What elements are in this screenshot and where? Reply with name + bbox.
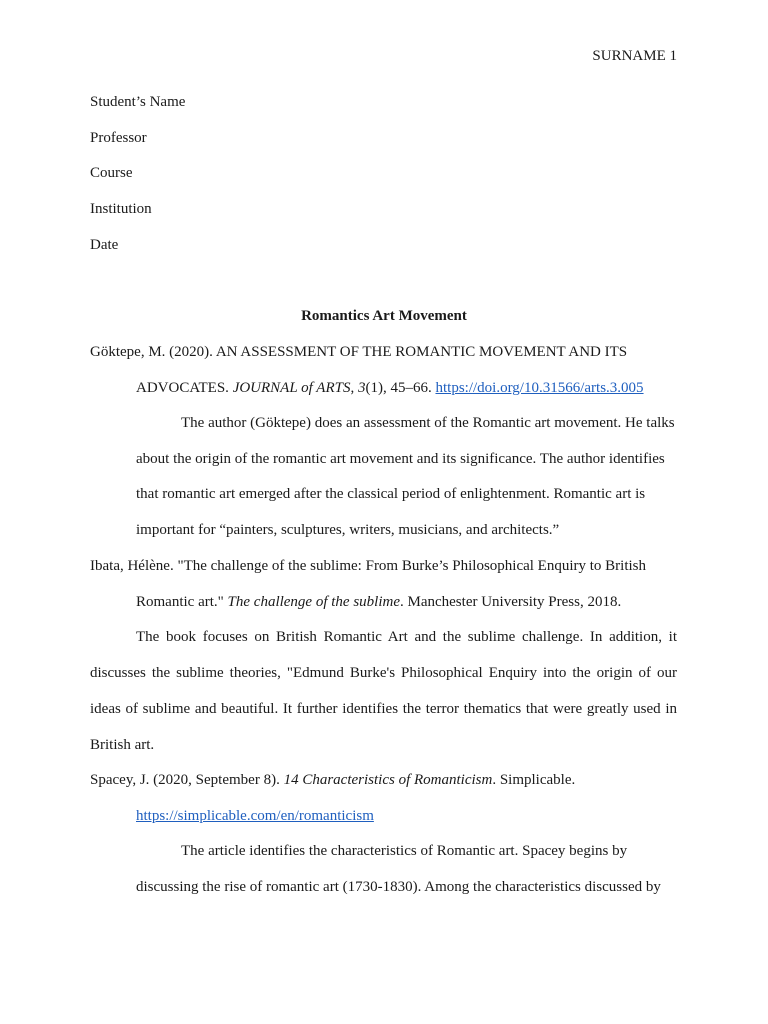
reference-3-site: . Simplicable. [492, 772, 576, 788]
annotation-1-line-4: important for “painters, sculptures, writers, musicians, and architects.” [136, 522, 560, 538]
course-line: Course [90, 165, 133, 181]
reference-3-author: Spacey, J. (2020, September 8). [90, 772, 284, 788]
reference-2-line-2 [136, 592, 621, 612]
annotation-2-text-3: ideas of sublime and beautiful. It further identifies the terror thematics that were greatly used in [90, 701, 677, 717]
essay-title: Romantics Art Movement [301, 308, 467, 324]
annotation-3-line-2: discussing the rise of romantic art (1730-1830). Among the characteristics discussed by [136, 879, 661, 895]
running-head: SURNAME 1 [592, 48, 677, 64]
reference-2-publisher: . Manchester University Press, 2018. [400, 594, 622, 610]
annotation-1-line-3: that romantic art emerged after the classical period of enlightenment. Romantic art is [136, 486, 646, 502]
annotation-2-text-2: discusses the sublime theories, "Edmund Burke's Philosophical Enquiry into the origin of our [90, 665, 677, 681]
reference-3-title: 14 Characteristics of Romanticism [283, 772, 493, 788]
reference-1-text: ADVOCATES. [136, 380, 233, 396]
professor-line: Professor [90, 130, 147, 146]
reference-1-doi-link[interactable]: https://doi.org/10.31566/arts.3.005 [435, 380, 644, 396]
student-name-line: Student’s Name [90, 94, 186, 110]
annotation-1-line-2: about the origin of the romantic art movement and its significance. The author identifies [136, 451, 665, 467]
annotation-2-line-3 [90, 699, 677, 719]
reference-1-volume: 3 [357, 380, 366, 396]
reference-1-pages: (1), 45–66. [365, 380, 436, 396]
annotation-2-text-1: The book focuses on British Romantic Art and the sublime challenge. In addition, it [136, 629, 677, 645]
reference-3-line-2 [136, 806, 374, 826]
reference-3-line-1 [90, 770, 575, 790]
institution-line: Institution [90, 201, 152, 217]
reference-1-sep: , [350, 380, 358, 396]
annotation-1-line-1: The author (Göktepe) does an assessment of the Romantic art movement. He talks [181, 415, 675, 431]
reference-2-book-title: The challenge of the sublime [227, 594, 400, 610]
reference-1-line-2 [136, 378, 644, 398]
annotation-2-line-1 [90, 627, 677, 647]
annotation-2-line-4: British art. [90, 737, 155, 753]
reference-1-line-1: Göktepe, M. (2020). AN ASSESSMENT OF THE ROMANTIC MOVEMENT AND ITS [90, 344, 628, 360]
annotation-2-line-2 [90, 663, 677, 683]
reference-2-text: Romantic art." [136, 594, 228, 610]
annotation-3-line-1: The article identifies the characteristics of Romantic art. Spacey begins by [181, 843, 628, 859]
reference-1-journal: JOURNAL of ARTS [232, 380, 351, 396]
date-line: Date [90, 237, 119, 253]
reference-2-line-1: Ibata, Hélène. "The challenge of the sublime: From Burke’s Philosophical Enquiry to British [90, 558, 647, 574]
reference-3-url-link[interactable]: https://simplicable.com/en/romanticism [136, 808, 374, 824]
